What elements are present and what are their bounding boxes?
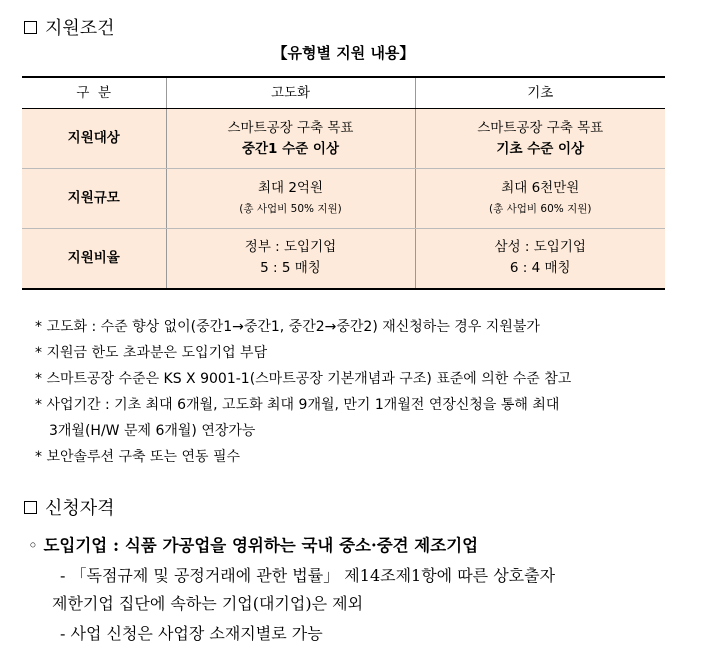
note-item: * 고도화 : 수준 향상 없이(중간1→중간1, 중간2→중간2) 재신청하는 경우 지원불가 (35, 319, 540, 335)
section-title: 신청자격 (45, 498, 115, 519)
cell-advanced (166, 229, 415, 289)
cell-line: 최대 6천만원 (501, 179, 580, 196)
cell-basic (415, 169, 665, 229)
row-label: 지원대상 (22, 109, 166, 169)
cell-line: 5 : 5 매칭 (260, 260, 321, 277)
qualification-main-line (28, 532, 478, 556)
cell-line-small: (총 사업비 50% 지원) (239, 202, 342, 215)
checkbox-square-icon (24, 21, 37, 34)
cell-line: 스마트공장 구축 목표 (227, 119, 354, 136)
cell-advanced (166, 109, 415, 169)
cell-advanced (166, 169, 415, 229)
table-header-row (22, 77, 665, 109)
table-caption-wrap (22, 42, 665, 63)
qualification-sub1-line2: 제한기업 집단에 속하는 기업(대기업)은 제외 (52, 594, 364, 613)
cell-line: 스마트공장 구축 목표 (477, 119, 604, 136)
table-row (22, 169, 665, 229)
cell-line-bold: 기초 수준 이상 (496, 140, 585, 157)
cell-line: 6 : 4 매칭 (509, 260, 571, 277)
cell-line: 삼성 : 도입기업 (494, 239, 586, 256)
header-category: 구 분 (22, 77, 166, 109)
cell-basic (415, 109, 665, 169)
note-item: * 스마트공장 수준은 KS X 9001-1(스마트공장 기본개념과 구조) 표준에 의한 수준 참고 (35, 371, 572, 387)
table-row (22, 109, 665, 169)
cell-line-small: (총 사업비 60% 지원) (489, 202, 592, 215)
qualification-main: 도입기업 : 식품 가공업을 영위하는 국내 중소·중견 제조기업 (43, 536, 479, 555)
cell-line: 정부 : 도입기업 (244, 239, 337, 256)
cell-line: 최대 2억원 (257, 179, 324, 196)
header-advanced: 고도화 (166, 77, 415, 109)
section-title: 지원조건 (45, 18, 115, 39)
notes-list (35, 314, 571, 470)
checkbox-square-icon (24, 501, 37, 514)
row-label: 지원비율 (22, 229, 166, 289)
note-item: * 사업기간 : 기초 최대 6개월, 고도화 최대 9개월, 만기 1개월전 연장신청을 통해 최대 (35, 397, 560, 413)
header-basic: 기초 (415, 77, 665, 109)
row-label: 지원규모 (22, 169, 166, 229)
cell-basic (415, 229, 665, 289)
note-item: * 지원금 한도 초과분은 도입기업 부담 (35, 345, 268, 361)
table-caption: 【유형별 지원 내용】 (272, 44, 415, 62)
bullet-icon: ◦ (28, 536, 38, 555)
section-heading-eligibility (24, 494, 115, 520)
qualification-sub1-line1: - 「독점규제 및 공정거래에 관한 법률」 제14조제1항에 따른 상호출자 (60, 566, 556, 585)
note-item-continued: 3개월(H/W 문제 6개월) 연장가능 (49, 423, 256, 439)
qualification-sub2: - 사업 신청은 사업장 소재지별로 가능 (60, 624, 323, 643)
support-table (22, 76, 665, 290)
section-heading-conditions (24, 14, 115, 40)
table-row (22, 229, 665, 289)
note-item: * 보안솔루션 구축 또는 연동 필수 (35, 449, 241, 465)
cell-line-bold: 중간1 수준 이상 (241, 140, 340, 157)
